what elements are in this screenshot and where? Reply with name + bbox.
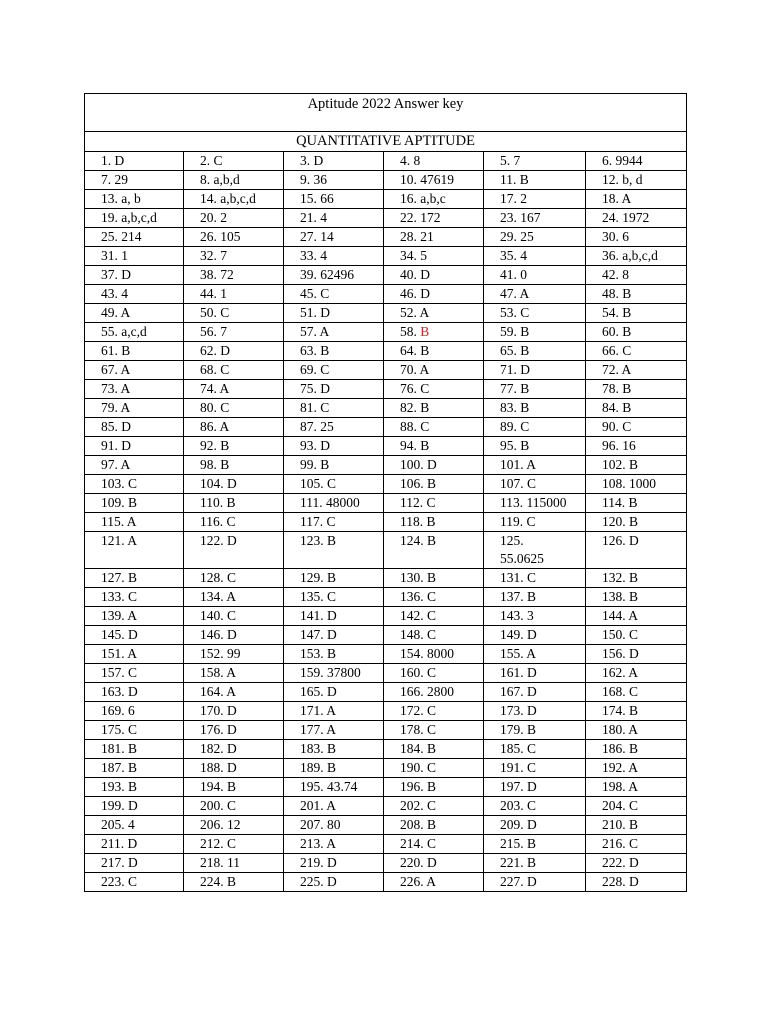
answer-cell: 157. C (85, 664, 184, 683)
answer-cell: 225. D (284, 873, 384, 892)
answer-cell: 77. B (484, 380, 586, 399)
answer-cell: 193. B (85, 778, 184, 797)
answer-cell: 80. C (184, 399, 284, 418)
answer-cell: 227. D (484, 873, 586, 892)
answer-cell: 162. A (586, 664, 687, 683)
answer-cell: 135. C (284, 588, 384, 607)
answer-cell: 188. D (184, 759, 284, 778)
answer-cell: 27. 14 (284, 228, 384, 247)
answer-cell: 104. D (184, 475, 284, 494)
answer-cell: 174. B (586, 702, 687, 721)
answer-cell: 118. B (384, 513, 484, 532)
answer-cell: 129. B (284, 569, 384, 588)
answer-cell: 200. C (184, 797, 284, 816)
answer-cell: 160. C (384, 664, 484, 683)
answer-cell: 70. A (384, 361, 484, 380)
answer-row (85, 456, 687, 475)
answer-cell: 215. B (484, 835, 586, 854)
answer-cell: 47. A (484, 285, 586, 304)
answer-cell: 91. D (85, 437, 184, 456)
answer-cell: 44. 1 (184, 285, 284, 304)
answer-cell: 130. B (384, 569, 484, 588)
answer-cell: 48. B (586, 285, 687, 304)
answer-cell: 190. C (384, 759, 484, 778)
answer-cell: 98. B (184, 456, 284, 475)
answer-cell: 50. C (184, 304, 284, 323)
answer-cell: 25. 214 (85, 228, 184, 247)
answer-row (85, 835, 687, 854)
answer-cell: 53. C (484, 304, 586, 323)
answer-cell: 64. B (384, 342, 484, 361)
answer-cell: 196. B (384, 778, 484, 797)
answer-row (85, 399, 687, 418)
answer-cell: 192. A (586, 759, 687, 778)
answer-cell: 176. D (184, 721, 284, 740)
page-title: Aptitude 2022 Answer key (85, 94, 687, 132)
answer-cell: 156. D (586, 645, 687, 664)
answer-cell: 204. C (586, 797, 687, 816)
answer-row (85, 873, 687, 892)
answer-cell: 186. B (586, 740, 687, 759)
answer-cell: 49. A (85, 304, 184, 323)
answer-key-table (84, 93, 687, 892)
answer-cell: 94. B (384, 437, 484, 456)
answer-cell: 139. A (85, 607, 184, 626)
answer-cell: 163. D (85, 683, 184, 702)
answer-cell: 217. D (85, 854, 184, 873)
answer-cell: 168. C (586, 683, 687, 702)
answer-row (85, 513, 687, 532)
answer-cell: 113. 115000 (484, 494, 586, 513)
answer-cell: 211. D (85, 835, 184, 854)
answer-cell: 29. 25 (484, 228, 586, 247)
answer-cell: 83. B (484, 399, 586, 418)
answer-cell: 151. A (85, 645, 184, 664)
answer-cell: 136. C (384, 588, 484, 607)
answer-cell: 177. A (284, 721, 384, 740)
answer-cell: 184. B (384, 740, 484, 759)
answer-cell: 21. 4 (284, 209, 384, 228)
answer-row (85, 152, 687, 171)
answer-cell: 117. C (284, 513, 384, 532)
answer-cell: 171. A (284, 702, 384, 721)
answer-cell: 206. 12 (184, 816, 284, 835)
answer-cell: 43. 4 (85, 285, 184, 304)
answer-cell: 128. C (184, 569, 284, 588)
answer-cell: 11. B (484, 171, 586, 190)
answer-cell: 60. B (586, 323, 687, 342)
answer-cell: 101. A (484, 456, 586, 475)
answer-cell: 93. D (284, 437, 384, 456)
answer-cell: 205. 4 (85, 816, 184, 835)
answer-row (85, 380, 687, 399)
answer-row (85, 247, 687, 266)
answer-cell: 179. B (484, 721, 586, 740)
answer-cell: 212. C (184, 835, 284, 854)
answer-cell: 183. B (284, 740, 384, 759)
answer-cell: 164. A (184, 683, 284, 702)
answer-cell: 61. B (85, 342, 184, 361)
answer-cell: 59. B (484, 323, 586, 342)
answer-cell: 5. 7 (484, 152, 586, 171)
answer-cell: 24. 1972 (586, 209, 687, 228)
answer-cell: 216. C (586, 835, 687, 854)
answer-cell: 218. 11 (184, 854, 284, 873)
answer-cell: 228. D (586, 873, 687, 892)
answer-cell: 150. C (586, 626, 687, 645)
answer-cell: 26. 105 (184, 228, 284, 247)
answer-cell: 57. A (284, 323, 384, 342)
answer-cell: 45. C (284, 285, 384, 304)
answer-cell: 182. D (184, 740, 284, 759)
answer-cell: 63. B (284, 342, 384, 361)
answer-row (85, 304, 687, 323)
answer-cell: 8. a,b,d (184, 171, 284, 190)
answer-cell: 95. B (484, 437, 586, 456)
answer-row (85, 569, 687, 588)
answer-cell: 119. C (484, 513, 586, 532)
answer-cell: 105. C (284, 475, 384, 494)
answer-row (85, 645, 687, 664)
answer-cell: 6. 9944 (586, 152, 687, 171)
answer-cell: 107. C (484, 475, 586, 494)
answer-row (85, 209, 687, 228)
answer-cell: 46. D (384, 285, 484, 304)
answer-cell: 42. 8 (586, 266, 687, 285)
answer-cell: 131. C (484, 569, 586, 588)
answer-cell: 170. D (184, 702, 284, 721)
answer-cell: 209. D (484, 816, 586, 835)
answer-row (85, 702, 687, 721)
answer-cell: 16. a,b,c (384, 190, 484, 209)
answer-cell: 75. D (284, 380, 384, 399)
answer-cell: 123. B (284, 532, 384, 569)
answer-cell: 222. D (586, 854, 687, 873)
answer-cell: 36. a,b,c,d (586, 247, 687, 266)
answer-cell: 198. A (586, 778, 687, 797)
answer-cell: 55. a,c,d (85, 323, 184, 342)
answer-cell: 92. B (184, 437, 284, 456)
answer-cell: 180. A (586, 721, 687, 740)
answer-cell: 100. D (384, 456, 484, 475)
answer-cell: 66. C (586, 342, 687, 361)
answer-cell: 147. D (284, 626, 384, 645)
answer-cell: 146. D (184, 626, 284, 645)
answer-cell: 35. 4 (484, 247, 586, 266)
answer-cell: 88. C (384, 418, 484, 437)
answer-cell: 106. B (384, 475, 484, 494)
answer-cell: 108. 1000 (586, 475, 687, 494)
answer-cell: 38. 72 (184, 266, 284, 285)
answer-cell: 2. C (184, 152, 284, 171)
answer-cell: 158. A (184, 664, 284, 683)
answer-cell: 133. C (85, 588, 184, 607)
answer-row (85, 607, 687, 626)
answer-cell: 124. B (384, 532, 484, 569)
answer-cell: 34. 5 (384, 247, 484, 266)
answer-cell: 40. D (384, 266, 484, 285)
answer-cell: 30. 6 (586, 228, 687, 247)
answer-cell: 10. 47619 (384, 171, 484, 190)
answer-cell: 134. A (184, 588, 284, 607)
answer-key-sheet (84, 93, 686, 892)
answer-cell: 155. A (484, 645, 586, 664)
answer-cell: 115. A (85, 513, 184, 532)
answer-row (85, 816, 687, 835)
answer-cell: 167. D (484, 683, 586, 702)
answer-cell: 125. 55.0625 (484, 532, 586, 569)
answer-cell: 144. A (586, 607, 687, 626)
answer-number: 58. (400, 324, 421, 339)
answer-row (85, 228, 687, 247)
section-row (85, 132, 687, 152)
answer-cell: 56. 7 (184, 323, 284, 342)
answer-cell: 181. B (85, 740, 184, 759)
answer-cell: 4. 8 (384, 152, 484, 171)
answer-cell: 97. A (85, 456, 184, 475)
answer-cell: 103. C (85, 475, 184, 494)
answer-cell: 90. C (586, 418, 687, 437)
answer-cell: 18. A (586, 190, 687, 209)
answer-cell: 121. A (85, 532, 184, 569)
answer-cell: 132. B (586, 569, 687, 588)
answer-cell: 178. C (384, 721, 484, 740)
answer-cell: 114. B (586, 494, 687, 513)
answer-cell: 22. 172 (384, 209, 484, 228)
answer-cell: 37. D (85, 266, 184, 285)
answer-cell: 221. B (484, 854, 586, 873)
answer-cell: 110. B (184, 494, 284, 513)
answer-row (85, 418, 687, 437)
answer-cell: 23. 167 (484, 209, 586, 228)
answer-cell: 223. C (85, 873, 184, 892)
answer-cell: 194. B (184, 778, 284, 797)
answer-cell: 185. C (484, 740, 586, 759)
answer-row (85, 266, 687, 285)
answer-row (85, 683, 687, 702)
answer-cell: 15. 66 (284, 190, 384, 209)
answer-cell: 87. 25 (284, 418, 384, 437)
answer-cell: 3. D (284, 152, 384, 171)
answer-cell: 111. 48000 (284, 494, 384, 513)
answer-row (85, 494, 687, 513)
answer-row (85, 740, 687, 759)
answer-cell: 143. 3 (484, 607, 586, 626)
answer-cell (384, 323, 484, 342)
answer-cell: 65. B (484, 342, 586, 361)
answer-cell: 71. D (484, 361, 586, 380)
answer-cell: 214. C (384, 835, 484, 854)
answer-cell: 14. a,b,c,d (184, 190, 284, 209)
answer-cell: 9. 36 (284, 171, 384, 190)
highlighted-answer: B (420, 324, 430, 339)
answer-cell: 149. D (484, 626, 586, 645)
answer-cell: 112. C (384, 494, 484, 513)
answer-cell: 116. C (184, 513, 284, 532)
answer-cell: 78. B (586, 380, 687, 399)
answer-cell: 161. D (484, 664, 586, 683)
answer-cell: 17. 2 (484, 190, 586, 209)
answer-cell: 159. 37800 (284, 664, 384, 683)
answer-cell: 199. D (85, 797, 184, 816)
title-row (85, 94, 687, 132)
answer-cell: 166. 2800 (384, 683, 484, 702)
answer-cell: 224. B (184, 873, 284, 892)
answer-cell: 172. C (384, 702, 484, 721)
answer-cell: 13. a, b (85, 190, 184, 209)
answer-cell: 32. 7 (184, 247, 284, 266)
answer-cell: 72. A (586, 361, 687, 380)
answer-cell: 208. B (384, 816, 484, 835)
answer-cell: 102. B (586, 456, 687, 475)
answer-row (85, 797, 687, 816)
answer-cell: 51. D (284, 304, 384, 323)
answer-row (85, 361, 687, 380)
answer-row (85, 532, 687, 569)
answer-cell: 207. 80 (284, 816, 384, 835)
answer-cell: 89. C (484, 418, 586, 437)
answer-cell: 39. 62496 (284, 266, 384, 285)
answer-cell: 76. C (384, 380, 484, 399)
answer-cell: 122. D (184, 532, 284, 569)
answer-cell: 197. D (484, 778, 586, 797)
answer-cell: 145. D (85, 626, 184, 645)
answer-cell: 120. B (586, 513, 687, 532)
answer-row (85, 588, 687, 607)
answer-cell: 210. B (586, 816, 687, 835)
answer-cell: 126. D (586, 532, 687, 569)
answer-row (85, 626, 687, 645)
answer-cell: 142. C (384, 607, 484, 626)
answer-cell: 109. B (85, 494, 184, 513)
answer-cell: 74. A (184, 380, 284, 399)
answer-cell: 219. D (284, 854, 384, 873)
answer-cell: 202. C (384, 797, 484, 816)
answer-cell: 201. A (284, 797, 384, 816)
answer-cell: 99. B (284, 456, 384, 475)
answer-cell: 148. C (384, 626, 484, 645)
answer-row (85, 437, 687, 456)
answer-cell: 165. D (284, 683, 384, 702)
answer-cell: 62. D (184, 342, 284, 361)
answer-cell: 226. A (384, 873, 484, 892)
answer-cell: 79. A (85, 399, 184, 418)
answer-row (85, 323, 687, 342)
answer-cell: 175. C (85, 721, 184, 740)
answer-cell: 96. 16 (586, 437, 687, 456)
answer-cell: 191. C (484, 759, 586, 778)
answer-cell: 213. A (284, 835, 384, 854)
answer-cell: 54. B (586, 304, 687, 323)
answer-cell: 203. C (484, 797, 586, 816)
answer-cell: 20. 2 (184, 209, 284, 228)
answer-cell: 68. C (184, 361, 284, 380)
answer-cell: 127. B (85, 569, 184, 588)
answer-cell: 73. A (85, 380, 184, 399)
answer-cell: 7. 29 (85, 171, 184, 190)
answer-cell: 12. b, d (586, 171, 687, 190)
answer-cell: 154. 8000 (384, 645, 484, 664)
answer-row (85, 342, 687, 361)
answer-cell: 141. D (284, 607, 384, 626)
answer-row (85, 778, 687, 797)
answer-cell: 137. B (484, 588, 586, 607)
answer-cell: 52. A (384, 304, 484, 323)
answer-cell: 81. C (284, 399, 384, 418)
answer-row (85, 854, 687, 873)
answer-cell: 86. A (184, 418, 284, 437)
answer-cell: 140. C (184, 607, 284, 626)
answer-cell: 19. a,b,c,d (85, 209, 184, 228)
answer-cell: 28. 21 (384, 228, 484, 247)
answer-row (85, 475, 687, 494)
answer-cell: 82. B (384, 399, 484, 418)
answer-cell: 1. D (85, 152, 184, 171)
answer-cell: 84. B (586, 399, 687, 418)
answer-cell: 31. 1 (85, 247, 184, 266)
answer-cell: 169. 6 (85, 702, 184, 721)
answer-cell: 152. 99 (184, 645, 284, 664)
answer-row (85, 171, 687, 190)
answer-cell: 195. 43.74 (284, 778, 384, 797)
answer-cell: 138. B (586, 588, 687, 607)
answer-row (85, 285, 687, 304)
answer-cell: 173. D (484, 702, 586, 721)
answer-cell: 33. 4 (284, 247, 384, 266)
answer-cell: 153. B (284, 645, 384, 664)
answer-cell: 189. B (284, 759, 384, 778)
answer-cell: 187. B (85, 759, 184, 778)
answer-row (85, 664, 687, 683)
section-heading: QUANTITATIVE APTITUDE (85, 132, 687, 152)
answer-cell: 220. D (384, 854, 484, 873)
answer-row (85, 721, 687, 740)
answer-cell: 41. 0 (484, 266, 586, 285)
answer-row (85, 190, 687, 209)
answer-row (85, 759, 687, 778)
answer-cell: 85. D (85, 418, 184, 437)
answer-cell: 67. A (85, 361, 184, 380)
answer-cell: 69. C (284, 361, 384, 380)
